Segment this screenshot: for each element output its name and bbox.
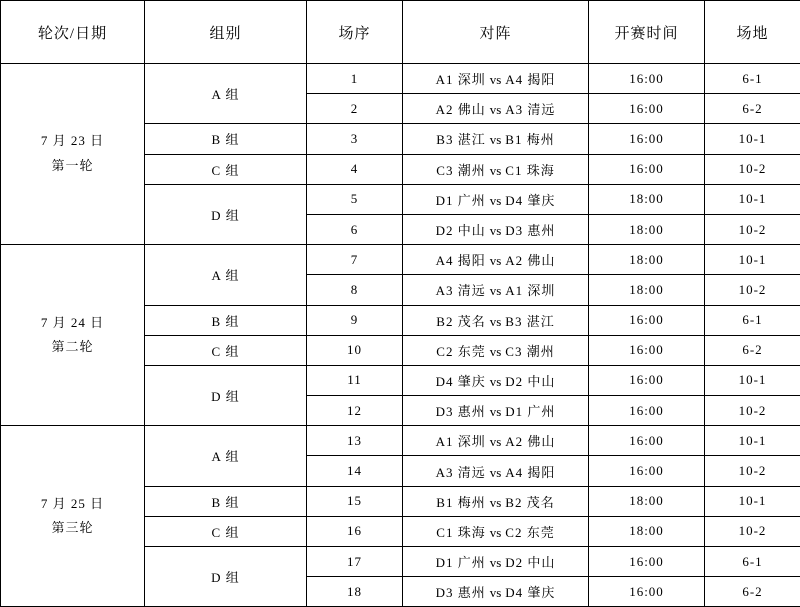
venue-cell: 10-2 [705, 154, 800, 184]
start-time-cell: 16:00 [589, 94, 705, 124]
start-time-cell: 16:00 [589, 456, 705, 486]
table-header [1, 1, 800, 64]
venue-cell: 10-2 [705, 456, 800, 486]
start-time-cell: 16:00 [589, 124, 705, 154]
matchup-cell [403, 305, 589, 335]
matchup-vs-label: vs [486, 253, 506, 268]
matchup-home-team: A1 深圳 [436, 72, 486, 87]
venue-cell: 10-1 [705, 426, 800, 456]
venue-cell: 10-1 [705, 486, 800, 516]
round-date-cell [1, 64, 145, 245]
venue-cell: 6-1 [705, 547, 800, 577]
matchup-vs-label: vs [486, 344, 506, 359]
matchup-vs-label: vs [486, 163, 506, 178]
start-time-cell: 18:00 [589, 245, 705, 275]
venue-cell: 10-2 [705, 275, 800, 305]
matchup-vs-label: vs [486, 434, 506, 449]
matchup-home-team: D4 肇庆 [436, 374, 486, 389]
matchup-away-team: B1 梅州 [505, 132, 554, 147]
matchup-home-team: A1 深圳 [436, 434, 486, 449]
matchup-cell [403, 365, 589, 395]
match-order-cell: 17 [307, 547, 403, 577]
venue-cell: 10-1 [705, 184, 800, 214]
matchup-home-team: C1 珠海 [436, 525, 485, 540]
header-round-date: 轮次/日期 [1, 1, 145, 64]
matchup-vs-label: vs [486, 525, 506, 540]
round-name-text: 第二轮 [1, 335, 144, 360]
matchup-away-team: A2 佛山 [505, 253, 555, 268]
venue-cell: 6-1 [705, 305, 800, 335]
start-time-cell: 18:00 [589, 275, 705, 305]
matchup-cell [403, 245, 589, 275]
matchup-vs-label: vs [486, 585, 506, 600]
matchup-home-team: C3 潮州 [436, 163, 485, 178]
matchup-away-team: D4 肇庆 [505, 585, 555, 600]
group-cell: D 组 [145, 547, 307, 607]
venue-cell: 6-2 [705, 335, 800, 365]
start-time-cell: 16:00 [589, 335, 705, 365]
matchup-vs-label: vs [486, 374, 506, 389]
match-order-cell: 5 [307, 184, 403, 214]
matchup-away-team: D4 肇庆 [505, 193, 555, 208]
matchup-cell [403, 456, 589, 486]
matchup-vs-label: vs [486, 465, 506, 480]
matchup-away-team: D2 中山 [505, 555, 555, 570]
match-order-cell: 3 [307, 124, 403, 154]
matchup-home-team: D2 中山 [436, 223, 486, 238]
group-cell: B 组 [145, 305, 307, 335]
start-time-cell: 16:00 [589, 64, 705, 94]
start-time-cell: 18:00 [589, 184, 705, 214]
matchup-vs-label: vs [486, 314, 506, 329]
matchup-away-team: B3 湛江 [505, 314, 554, 329]
matchup-cell [403, 275, 589, 305]
matchup-away-team: C2 东莞 [505, 525, 554, 540]
matchup-vs-label: vs [486, 555, 506, 570]
start-time-cell: 18:00 [589, 516, 705, 546]
matchup-away-team: B2 茂名 [505, 495, 554, 510]
match-order-cell: 12 [307, 396, 403, 426]
group-cell: B 组 [145, 486, 307, 516]
matchup-away-team: D3 惠州 [505, 223, 555, 238]
group-cell: A 组 [145, 245, 307, 305]
match-order-cell: 10 [307, 335, 403, 365]
start-time-cell: 16:00 [589, 365, 705, 395]
group-cell: C 组 [145, 335, 307, 365]
group-cell: A 组 [145, 426, 307, 486]
matchup-cell [403, 577, 589, 607]
matchup-vs-label: vs [486, 223, 506, 238]
group-cell: C 组 [145, 154, 307, 184]
group-cell: B 组 [145, 124, 307, 154]
matchup-vs-label: vs [486, 495, 506, 510]
matchup-away-team: A1 深圳 [505, 283, 555, 298]
venue-cell: 6-2 [705, 94, 800, 124]
match-order-cell: 2 [307, 94, 403, 124]
matchup-cell [403, 214, 589, 244]
matchup-vs-label: vs [486, 193, 506, 208]
matchup-home-team: B1 梅州 [436, 495, 485, 510]
venue-cell: 10-1 [705, 124, 800, 154]
match-order-cell: 4 [307, 154, 403, 184]
matchup-away-team: D1 广州 [505, 404, 555, 419]
table-row [1, 426, 800, 456]
matchup-cell [403, 154, 589, 184]
matchup-home-team: D1 广州 [436, 193, 486, 208]
start-time-cell: 18:00 [589, 214, 705, 244]
matchup-cell [403, 547, 589, 577]
match-order-cell: 15 [307, 486, 403, 516]
matchup-away-team: A4 揭阳 [505, 72, 555, 87]
venue-cell: 6-1 [705, 64, 800, 94]
matchup-cell [403, 64, 589, 94]
venue-cell: 10-1 [705, 365, 800, 395]
start-time-cell: 16:00 [589, 577, 705, 607]
table-row [1, 64, 800, 94]
group-cell: C 组 [145, 516, 307, 546]
venue-cell: 10-2 [705, 214, 800, 244]
match-order-cell: 14 [307, 456, 403, 486]
matchup-home-team: C2 东莞 [436, 344, 485, 359]
match-order-cell: 7 [307, 245, 403, 275]
venue-cell: 10-1 [705, 245, 800, 275]
round-date-text: 7 月 24 日 [1, 311, 144, 336]
matchup-home-team: D3 惠州 [436, 404, 486, 419]
match-order-cell: 9 [307, 305, 403, 335]
matchup-vs-label: vs [486, 132, 506, 147]
round-date-text: 7 月 23 日 [1, 129, 144, 154]
matchup-vs-label: vs [486, 102, 506, 117]
matchup-away-team: A2 佛山 [505, 434, 555, 449]
matchup-cell [403, 516, 589, 546]
matchup-cell [403, 94, 589, 124]
round-date-cell [1, 426, 145, 607]
match-order-cell: 16 [307, 516, 403, 546]
round-name-text: 第一轮 [1, 154, 144, 179]
matchup-home-team: D3 惠州 [436, 585, 486, 600]
matchup-cell [403, 396, 589, 426]
round-date-cell [1, 245, 145, 426]
matchup-away-team: D2 中山 [505, 374, 555, 389]
matchup-home-team: B3 湛江 [436, 132, 485, 147]
venue-cell: 10-2 [705, 516, 800, 546]
header-group: 组别 [145, 1, 307, 64]
match-order-cell: 6 [307, 214, 403, 244]
group-cell: D 组 [145, 365, 307, 425]
start-time-cell: 16:00 [589, 305, 705, 335]
matchup-home-team: A3 清远 [436, 283, 486, 298]
start-time-cell: 16:00 [589, 154, 705, 184]
matchup-away-team: C3 潮州 [505, 344, 554, 359]
matchup-cell [403, 335, 589, 365]
matchup-vs-label: vs [486, 283, 506, 298]
match-order-cell: 11 [307, 365, 403, 395]
matchup-home-team: D1 广州 [436, 555, 486, 570]
matchup-home-team: A2 佛山 [436, 102, 486, 117]
venue-cell: 10-2 [705, 396, 800, 426]
matchup-home-team: A3 清远 [436, 465, 486, 480]
header-start-time: 开赛时间 [589, 1, 705, 64]
matchup-cell [403, 486, 589, 516]
match-order-cell: 13 [307, 426, 403, 456]
start-time-cell: 18:00 [589, 486, 705, 516]
match-order-cell: 8 [307, 275, 403, 305]
match-order-cell: 1 [307, 64, 403, 94]
matchup-away-team: A3 清远 [505, 102, 555, 117]
start-time-cell: 16:00 [589, 396, 705, 426]
round-date-text: 7 月 25 日 [1, 492, 144, 517]
table-body [1, 64, 800, 607]
start-time-cell: 16:00 [589, 426, 705, 456]
matchup-away-team: C1 珠海 [505, 163, 554, 178]
start-time-cell: 16:00 [589, 547, 705, 577]
matchup-away-team: A4 揭阳 [505, 465, 555, 480]
header-match-order: 场序 [307, 1, 403, 64]
venue-cell: 6-2 [705, 577, 800, 607]
group-cell: A 组 [145, 64, 307, 124]
matchup-home-team: B2 茂名 [436, 314, 485, 329]
header-row [1, 1, 800, 64]
matchup-cell [403, 184, 589, 214]
matchup-home-team: A4 揭阳 [436, 253, 486, 268]
group-cell: D 组 [145, 184, 307, 244]
header-venue: 场地 [705, 1, 800, 64]
match-order-cell: 18 [307, 577, 403, 607]
round-name-text: 第三轮 [1, 516, 144, 541]
table-row [1, 245, 800, 275]
matchup-cell [403, 426, 589, 456]
header-matchup: 对阵 [403, 1, 589, 64]
matchup-vs-label: vs [486, 72, 506, 87]
matchup-cell [403, 124, 589, 154]
matchup-vs-label: vs [486, 404, 506, 419]
